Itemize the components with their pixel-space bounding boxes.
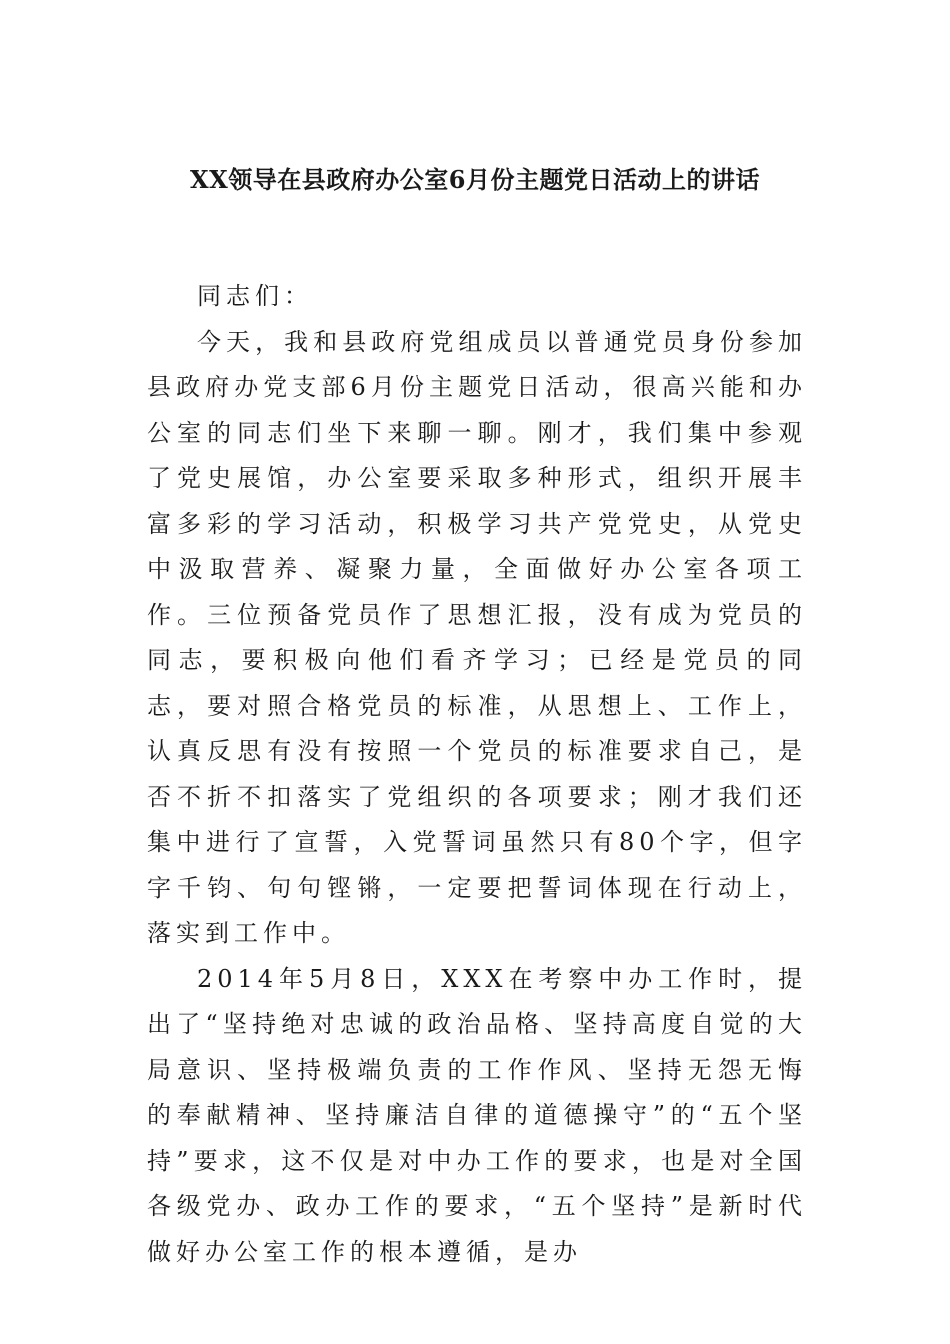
body-paragraph: 2014年5月8日，XXX在考察中办工作时，提出了“坚持绝对忠诚的政治品格、坚持高度自觉的大局意识、坚持极端负责的工作作风、坚持无怨无悔的奉献精神、坚持廉洁自律的道德操守”的“五个坚持”要求，这不仅是对中办工作的要求，也是对全国各级党办、政办工作的要求，“五个坚持”是新时代做好办公室工作的根本遵循，是办 (147, 964, 807, 1266)
salutation: 同志们： (197, 282, 313, 310)
document-body (147, 274, 807, 1275)
body-paragraph: 今天，我和县政府党组成员以普通党员身份参加县政府办党支部6月份主题党日活动，很高兴能和办公室的同志们坐下来聊一聊。刚才，我们集中参观了党史展馆，办公室要采取多种形式，组织开展丰富多彩的学习活动，积极学习共产党党史，从党史中汲取营养、凝聚力量，全面做好办公室各项工作。三位预备党员作了思想汇报，没有成为党员的同志，要积极向他们看齐学习；已经是党员的同志，要对照合格党员的标准，从思想上、工作上，认真反思有没有按照一个党员的标准要求自己，是否不折不扣落实了党组织的各项要求；刚才我们还集中进行了宣誓，入党誓词虽然只有80个字，但字字千钧、句句铿锵，一定要把誓词体现在行动上，落实到工作中。 (147, 327, 807, 947)
document-title: XX领导在县政府办公室6月份主题党日活动上的讲话 (190, 165, 760, 194)
